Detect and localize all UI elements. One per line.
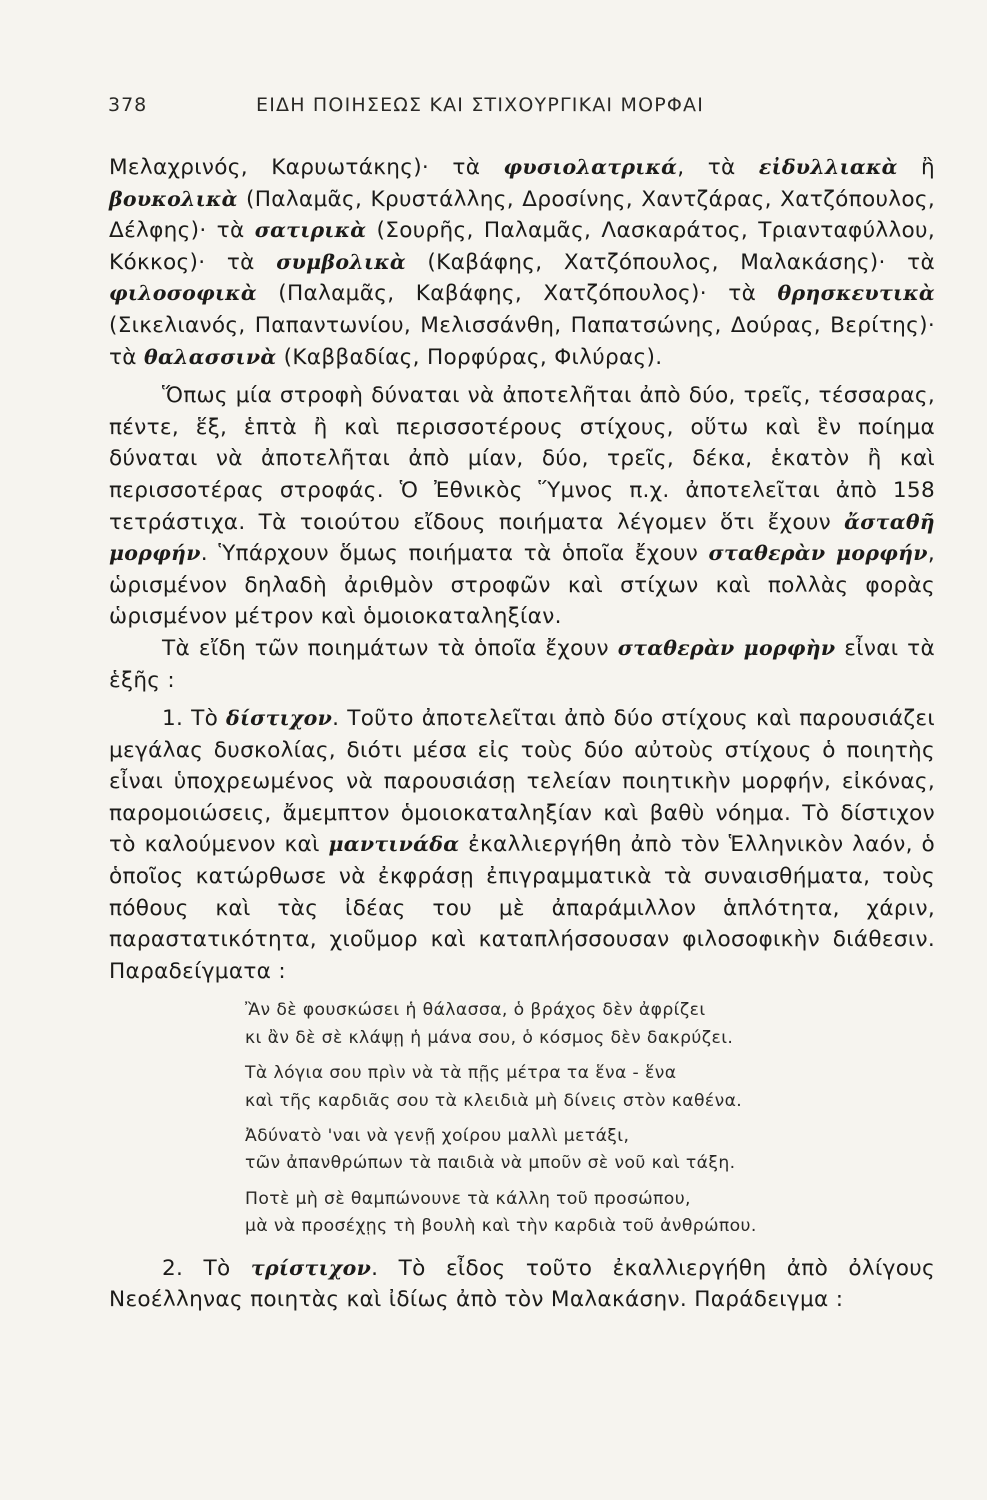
paragraph-fixed-form: Ὅπως μία στροφὴ δύναται νὰ ἀποτελῆται ἀπὸ δύο, τρεῖς, τέσσαρας, πέντε, ἕξ, ἑπτὰ ἢ καὶ περισσοτέρους στίχους, οὕτω καὶ ἓν ποίημα δύναται νὰ ἀποτελῆται ἀπὸ μίαν, δύο, τρεῖς, δέκα, ἑκατὸν ἢ καὶ περισσοτέρας στροφάς. Ὁ Ἐθνικὸς Ὕμνος π.χ. ἀποτελεῖται ἀπὸ 158 τετράστιχα. Τὰ τοιούτου εἴδους ποιήματα λέγομεν ὅτι ἔχουν ἄσταθῆ μορφήν. Ὑπάρχουν ὅμως ποιήματα τὰ ὁποῖα ἔχουν σταθερὰν μορφήν, ὡρισμένον δηλαδὴ ἀριθμὸν στροφῶν καὶ στίχων καὶ πολλὰς φορὰς ὡρισμένον μέτρον καὶ ὁμοιοκαταληξίαν. bbox=[109, 383, 936, 630]
verse-line: Τὰ λόγια σου πρὶν νὰ τὰ πῇς μέτρα τα ἕνα - ἕνα bbox=[245, 1063, 677, 1084]
distich-example bbox=[245, 1186, 935, 1241]
distich-example bbox=[245, 1123, 935, 1178]
paragraph-distich: 1. Τὸ δίστιχον. Τοῦτο ἀποτελεῖται ἀπὸ δύο στίχους καὶ παρουσιάζει μεγάλας δυσκολίας, διότι μέσα εἰς τοὺς δύο αὐτοὺς στίχους ὁ ποιητὴς εἶναι ὑποχρεωμένος νὰ παρουσιάσῃ τελείαν ποιητικὴν μορφήν, εἰκόνας, παρομοιώσεις, ἄμεμπτον ὁμοιοκαταληξίαν καὶ βαθὺ νόημα. Τὸ δίστιχον τὸ καλούμενον καὶ μαντινάδα ἐκαλλιεργήθη ἀπὸ τὸν Ἑλληνικὸν λαόν, ὁ ὁποῖος κατώρθωσε νὰ ἐκφράσῃ ἐπιγραμματικὰ τὰ συναισθήματα, τοὺς πόθους καὶ τὰς ἰδέας του μὲ ἀπαράμιλλον ἁπλότητα, χάριν, παραστατικότητα, χιοῦμορ καὶ καταπλήσσουσαν φιλοσοφικὴν διάθεσιν. Παραδείγματα : bbox=[109, 706, 936, 984]
verse-line: τῶν ἀπανθρώπων τὰ παιδιὰ νὰ μποῦν σὲ νοῦ καὶ τάξη. bbox=[245, 1153, 736, 1174]
body-text bbox=[109, 152, 935, 1316]
paragraph-tristich: 2. Τὸ τρίστιχον. Τὸ εἶδος τοῦτο ἐκαλλιεργήθη ἀπὸ ὀλίγους Νεοέλληνας ποιητὰς καὶ ἰδίως ἀπὸ τὸν Μαλακάσην. Παράδειγμα : bbox=[109, 1255, 935, 1313]
verse-line: μὰ νὰ προσέχῃς τὴ βουλὴ καὶ τὴν καρδιὰ τοῦ ἀνθρώπου. bbox=[245, 1216, 757, 1237]
verse-line: καὶ τῆς καρδιᾶς σου τὰ κλειδιὰ μὴ δίνεις στὸν καθένα. bbox=[245, 1090, 743, 1111]
running-title: ΕΙΔΗ ΠΟΙΗΣΕΩΣ ΚΑΙ ΣΤΙΧΟΥΡΓΙΚΑΙ ΜΟΡΦΑΙ bbox=[256, 94, 705, 116]
verse-line: κι ἂν δὲ σὲ κλάψῃ ἡ μάνα σου, ὁ κόσμος δὲν δακρύζει. bbox=[245, 1027, 734, 1048]
distich-example bbox=[245, 1060, 935, 1115]
paragraph-genres-list: Μελαχρινός, Καρυωτάκης)· τὰ φυσιολατρικά, τὰ εἰδυλλιακὰ ἢ βουκολικὰ (Παλαμᾶς, Κρυστάλλης, Δροσίνης, Χαντζάρας, Χατζόπουλος, Δέλφης)· τὰ σατιρικὰ (Σουρῆς, Παλαμᾶς, Λασκαράτος, Τριανταφύλλου, Κόκκος)· τὰ συμβολικὰ (Καβάφης, Χατζόπουλος, Μαλακάσης)· τὰ φιλοσοφικὰ (Παλαμᾶς, Καβάφης, Χατζόπουλος)· τὰ θρησκευτικὰ (Σικελιανός, Παπαντωνίου, Μελισσάνθη, Παπατσώνης, Δούρας, Βερίτης)· τὰ θαλασσινὰ (Καββαδίας, Πορφύρας, Φιλύρας). bbox=[109, 155, 935, 370]
page-number: 378 bbox=[108, 94, 148, 116]
verse-examples bbox=[245, 997, 935, 1240]
verse-line: Ἀδύνατὸ 'ναι νὰ γενῇ χοίρου μαλλὶ μετάξι, bbox=[245, 1126, 630, 1147]
verse-line: Ἂν δὲ φουσκώσει ἡ θάλασσα, ὁ βράχος δὲν ἀφρίζει bbox=[245, 1000, 706, 1021]
paragraph-forms-intro: Τὰ εἴδη τῶν ποιημάτων τὰ ὁποῖα ἔχουν σταθερὰν μορφὴν εἶναι τὰ ἑξῆς : bbox=[109, 635, 936, 693]
verse-line: Ποτὲ μὴ σὲ θαμπώνουνε τὰ κάλλη τοῦ προσώπου, bbox=[245, 1188, 691, 1209]
distich-example bbox=[245, 997, 935, 1052]
